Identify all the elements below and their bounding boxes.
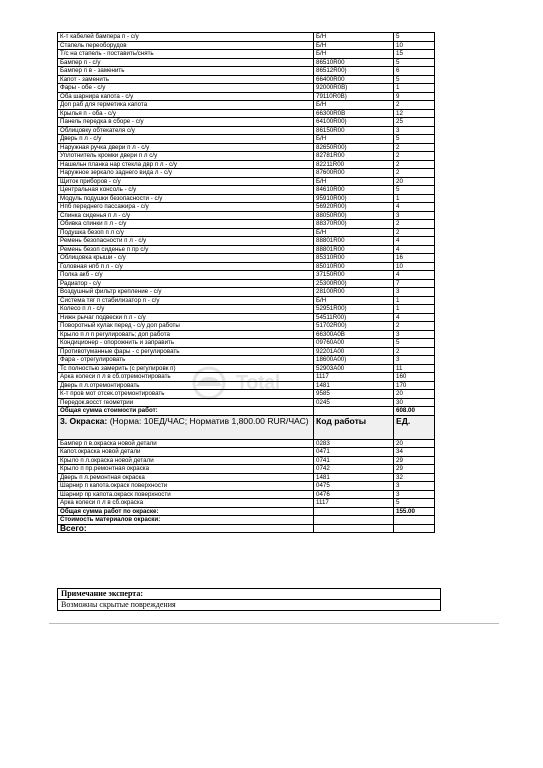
labor-row-code: Б/Н xyxy=(314,33,394,42)
paint-row xyxy=(58,473,435,482)
labor-row-units: 5 xyxy=(394,339,435,348)
labor-row-units: 20 xyxy=(394,390,435,399)
expert-note-text-row xyxy=(58,600,441,611)
labor-table xyxy=(57,32,435,533)
labor-row-description: Подушка безоп п л с/у xyxy=(58,228,314,237)
subtotal-value: 608.00 xyxy=(394,407,435,416)
labor-row xyxy=(58,135,435,144)
materials-empty xyxy=(314,516,394,525)
labor-row xyxy=(58,373,435,382)
labor-row-description: Ремень безопасности п л - с/у xyxy=(58,237,314,246)
labor-row-units: 2 xyxy=(394,169,435,178)
labor-row-description: Нашельн планка нар стекла двр п л - с/у xyxy=(58,160,314,169)
labor-row-units: 3 xyxy=(394,330,435,339)
labor-row-code: 66300A0B xyxy=(314,330,394,339)
labor-row xyxy=(58,322,435,331)
bottom-rule xyxy=(49,623,499,624)
labor-row-description: Дверь п л.отремонтировать xyxy=(58,381,314,390)
labor-row-description: Тс полностью замерить (с регулировк п) xyxy=(58,364,314,373)
labor-row xyxy=(58,152,435,161)
labor-row-code: 79110R0B) xyxy=(314,92,394,101)
labor-row xyxy=(58,305,435,314)
paint-row-description: Бампер п в.окраска новой детали xyxy=(58,439,314,448)
labor-row-units: 4 xyxy=(394,271,435,280)
labor-row-units: 5 xyxy=(394,58,435,67)
paint-row-code: 0741 xyxy=(314,456,394,465)
labor-row xyxy=(58,84,435,93)
labor-row-code: Б/Н xyxy=(314,101,394,110)
labor-row-units: 4 xyxy=(394,237,435,246)
labor-row-units: 16 xyxy=(394,254,435,263)
paint-table-body xyxy=(58,439,435,507)
expert-note-text: Возможны скрытые повреждения xyxy=(58,600,441,611)
paint-row-code: 0476 xyxy=(314,490,394,499)
labor-row-code: 9585 xyxy=(314,390,394,399)
section3-col-code: Код работы xyxy=(314,415,394,439)
labor-row-code: 25300R00) xyxy=(314,279,394,288)
paint-row-description: Дверь п л.ремонтная окраска xyxy=(58,473,314,482)
labor-row-description: Модуль подушки безопасности - с/у xyxy=(58,194,314,203)
total-label: Всего: xyxy=(58,524,314,533)
labor-row-code: 56920R00) xyxy=(314,203,394,212)
labor-row xyxy=(58,262,435,271)
section3-title-cell xyxy=(58,415,314,439)
labor-row-description: Щиток приборов - с/у xyxy=(58,177,314,186)
labor-row xyxy=(58,118,435,127)
labor-row-description: Уплотнитель кромки двери п л с/у xyxy=(58,152,314,161)
section3-col-units: ЕД. xyxy=(394,415,435,439)
labor-row xyxy=(58,254,435,263)
labor-row-units: 1 xyxy=(394,296,435,305)
labor-row-description: Наружная ручка двери п л - с/у xyxy=(58,143,314,152)
paint-row-units: 34 xyxy=(394,448,435,457)
paint-total-empty xyxy=(314,507,394,516)
labor-row-code: 66400R00 xyxy=(314,75,394,84)
expert-note-label: Примечание эксперта: xyxy=(58,589,441,600)
labor-row-code: Б/Н xyxy=(314,228,394,237)
labor-row xyxy=(58,101,435,110)
paint-row-code: 0742 xyxy=(314,465,394,474)
labor-row-units: 9 xyxy=(394,92,435,101)
paint-row-description: Шарнир п капота.окраск поверхности xyxy=(58,482,314,491)
labor-row-units: 12 xyxy=(394,109,435,118)
paint-row xyxy=(58,499,435,508)
labor-row-code: 51702R00) xyxy=(314,322,394,331)
labor-row xyxy=(58,41,435,50)
subtotal-row xyxy=(58,407,435,416)
labor-row xyxy=(58,330,435,339)
labor-row-code: 66300R0B xyxy=(314,109,394,118)
labor-row-units: 1 xyxy=(394,305,435,314)
labor-row xyxy=(58,67,435,76)
labor-row-code: 88801R00 xyxy=(314,237,394,246)
labor-row-units: 1 xyxy=(394,194,435,203)
labor-row-code: 54511R00) xyxy=(314,313,394,322)
labor-row xyxy=(58,390,435,399)
paint-row xyxy=(58,482,435,491)
subtotal-label: Общая сумма стоимости работ: xyxy=(58,407,314,416)
labor-row-units: 3 xyxy=(394,288,435,297)
labor-row-code: 95910R00) xyxy=(314,194,394,203)
labor-summary xyxy=(58,407,435,440)
paint-row-code: 1481 xyxy=(314,473,394,482)
labor-row-description: Передок.восст геометрии xyxy=(58,398,314,407)
labor-row xyxy=(58,50,435,59)
paint-total-value: 155.00 xyxy=(394,507,435,516)
paint-total-label: Общая сумма работ по окраске: xyxy=(58,507,314,516)
labor-row-units: 4 xyxy=(394,245,435,254)
watermark-text: Total xyxy=(236,372,280,394)
labor-row xyxy=(58,160,435,169)
labor-row xyxy=(58,194,435,203)
labor-row xyxy=(58,220,435,229)
labor-row-units: 1 xyxy=(394,84,435,93)
paint-row-units: 20 xyxy=(394,439,435,448)
labor-row-units: 2 xyxy=(394,160,435,169)
labor-row-code: Б/Н xyxy=(314,41,394,50)
materials-value xyxy=(394,516,435,525)
paint-row xyxy=(58,439,435,448)
labor-row xyxy=(58,177,435,186)
paint-row-units: 3 xyxy=(394,482,435,491)
labor-row xyxy=(58,381,435,390)
labor-row xyxy=(58,143,435,152)
labor-row xyxy=(58,347,435,356)
labor-row-description: Т/с на стапель - поставить/снять xyxy=(58,50,314,59)
labor-row xyxy=(58,296,435,305)
paint-row-units: 29 xyxy=(394,456,435,465)
labor-row-description: Фара - отрегулировать xyxy=(58,356,314,365)
labor-row-description: Панель передка в сборе - с/у xyxy=(58,118,314,127)
labor-row-code: 52903A00 xyxy=(314,364,394,373)
labor-row-units: 170 xyxy=(394,381,435,390)
paint-row-units: 3 xyxy=(394,490,435,499)
labor-row-units: 20 xyxy=(394,177,435,186)
labor-row-units: 2 xyxy=(394,143,435,152)
paint-row-units: 29 xyxy=(394,465,435,474)
labor-row-description: Стапель переоборудов xyxy=(58,41,314,50)
expert-notes xyxy=(57,588,441,611)
labor-row-description: Центральная консоль - с/у xyxy=(58,186,314,195)
labor-row xyxy=(58,364,435,373)
labor-row xyxy=(58,186,435,195)
labor-row-units: 25 xyxy=(394,118,435,127)
labor-row-units: 4 xyxy=(394,203,435,212)
labor-row-units: 2 xyxy=(394,322,435,331)
labor-row-code: 88370R00) xyxy=(314,220,394,229)
labor-row-units: 5 xyxy=(394,75,435,84)
labor-row-code: 1117 xyxy=(314,373,394,382)
labor-row-description: Бампер п - с/у xyxy=(58,58,314,67)
paint-row-description: Крыло п пр.ремонтная окраска xyxy=(58,465,314,474)
labor-row-code: 86512R00) xyxy=(314,67,394,76)
paint-total-row xyxy=(58,507,435,516)
labor-row-description: Капот - заменить xyxy=(58,75,314,84)
labor-row-code: 82781R00 xyxy=(314,152,394,161)
labor-row-description: Наружное зеркало заднего вида л - с/у xyxy=(58,169,314,178)
labor-row-description: Фары - обе - с/у xyxy=(58,84,314,93)
total-row xyxy=(58,524,435,533)
labor-row-code: 88050R00) xyxy=(314,211,394,220)
labor-row-description: Оба шарнира капота - с/у xyxy=(58,92,314,101)
labor-row xyxy=(58,339,435,348)
paint-row-description: Крыло п л.окраска новой детали xyxy=(58,456,314,465)
labor-row-description: Ремень безоп сиденье п пр с/у xyxy=(58,245,314,254)
labor-row xyxy=(58,169,435,178)
labor-row-description: Дверь п л - с/у xyxy=(58,135,314,144)
labor-row-units: 7 xyxy=(394,279,435,288)
labor-row-units: 11 xyxy=(394,364,435,373)
paint-row-code: 0471 xyxy=(314,448,394,457)
paint-summary xyxy=(58,507,435,533)
labor-row xyxy=(58,203,435,212)
labor-row-units: 2 xyxy=(394,228,435,237)
labor-row-description: Головная нпб п л - с/у xyxy=(58,262,314,271)
labor-row-code: 88801R00 xyxy=(314,245,394,254)
labor-row-units: 6 xyxy=(394,67,435,76)
labor-row-units: 2 xyxy=(394,220,435,229)
labor-row-code: 92201A00 xyxy=(314,347,394,356)
labor-row-units: 3 xyxy=(394,211,435,220)
materials-label: Стоимость материалов окраски: xyxy=(58,516,314,525)
labor-row-code: 86510R00 xyxy=(314,58,394,67)
labor-row xyxy=(58,109,435,118)
labor-row-code: Б/Н xyxy=(314,50,394,59)
labor-row-code: Б/Н xyxy=(314,135,394,144)
paint-row-units: 5 xyxy=(394,499,435,508)
labor-row-code: 86150R00 xyxy=(314,126,394,135)
section3-title: 3. Окраска: xyxy=(60,415,108,426)
labor-table-body xyxy=(58,33,435,407)
labor-row-description: Противотуманные фары - с регулировать xyxy=(58,347,314,356)
labor-row-code: 82650R00) xyxy=(314,143,394,152)
paint-row-units: 32 xyxy=(394,473,435,482)
labor-row-description: Радиатор - с/у xyxy=(58,279,314,288)
section3-note: (Норма: 10ЕД/ЧАС; Норматив 1,800.00 RUR/ЧАС) xyxy=(109,415,309,426)
labor-row-units: 3 xyxy=(394,356,435,365)
labor-row-units: 5 xyxy=(394,33,435,42)
labor-row-code: 82211R00 xyxy=(314,160,394,169)
labor-row xyxy=(58,228,435,237)
labor-row xyxy=(58,313,435,322)
labor-row-units: 3 xyxy=(394,126,435,135)
labor-row xyxy=(58,211,435,220)
labor-row-units: 2 xyxy=(394,347,435,356)
total-empty xyxy=(314,524,394,533)
labor-row-code: 84610R00 xyxy=(314,186,394,195)
labor-row-description: Поворотный кулак перед - с/у доп работы xyxy=(58,322,314,331)
total-value xyxy=(394,524,435,533)
labor-row-description: Доп раб для герметика капота xyxy=(58,101,314,110)
labor-row-units: 15 xyxy=(394,50,435,59)
paint-row-description: Шарнир пр капота.окраск поверхности xyxy=(58,490,314,499)
labor-row-code: 92000R0B) xyxy=(314,84,394,93)
labor-row xyxy=(58,288,435,297)
labor-row-code: Б/Н xyxy=(314,177,394,186)
labor-row-code: 64100R00) xyxy=(314,118,394,127)
labor-row-code: 37150R00 xyxy=(314,271,394,280)
labor-row-description: Облицовку обтекателя с/у xyxy=(58,126,314,135)
labor-row-description: Крыло п л п регулировать; доп работа xyxy=(58,330,314,339)
labor-row-units: 30 xyxy=(394,398,435,407)
labor-row-description: Арка колеси п л в сб.отремонтировать xyxy=(58,373,314,382)
labor-row-description: Система тяг п стабилизатор п - с/у xyxy=(58,296,314,305)
labor-row-units: 5 xyxy=(394,135,435,144)
labor-row xyxy=(58,279,435,288)
paint-row xyxy=(58,456,435,465)
labor-row-units: 2 xyxy=(394,101,435,110)
materials-row xyxy=(58,516,435,525)
labor-row-description: Воздушный фильтр крепление - с/у xyxy=(58,288,314,297)
labor-row-description: К-т кабелей бампера п - с/у xyxy=(58,33,314,42)
labor-row-units: 2 xyxy=(394,152,435,161)
subtotal-empty xyxy=(314,407,394,416)
labor-row-code: 85010R00 xyxy=(314,262,394,271)
labor-row xyxy=(58,271,435,280)
paint-row-description: Арка колеси п л в сб.окраска xyxy=(58,499,314,508)
labor-row xyxy=(58,398,435,407)
paint-row xyxy=(58,490,435,499)
labor-row-code: 87600R00 xyxy=(314,169,394,178)
labor-row-code: 28100R00 xyxy=(314,288,394,297)
paint-row-description: Капот.окраска новой детали xyxy=(58,448,314,457)
labor-row-units: 5 xyxy=(394,186,435,195)
paint-row-code: 1117 xyxy=(314,499,394,508)
labor-row xyxy=(58,356,435,365)
labor-row-description: К-т пров мот отсек.отремонтировать xyxy=(58,390,314,399)
expert-note-label-row xyxy=(58,589,441,600)
labor-row-code: 18600A00) xyxy=(314,356,394,365)
section3-header xyxy=(58,415,435,439)
labor-row-description: Нпб переднего пассажира - с/у xyxy=(58,203,314,212)
labor-row-description: Бампер п в - заменить xyxy=(58,67,314,76)
labor-row-description: Кондиционер - опорожнить и заправить xyxy=(58,339,314,348)
labor-row xyxy=(58,245,435,254)
labor-row-units: 10 xyxy=(394,41,435,50)
labor-row xyxy=(58,126,435,135)
labor-row-description: Полка акб - с/у xyxy=(58,271,314,280)
labor-row-code: 85310R00 xyxy=(314,254,394,263)
paint-row-code: 0283 xyxy=(314,439,394,448)
labor-row-description: Крылья п - оба - с/у xyxy=(58,109,314,118)
labor-row xyxy=(58,75,435,84)
labor-row xyxy=(58,92,435,101)
paint-row xyxy=(58,465,435,474)
labor-row-units: 160 xyxy=(394,373,435,382)
labor-row-code: Б/Н xyxy=(314,296,394,305)
labor-row-units: 10 xyxy=(394,262,435,271)
labor-row-code: 0245 xyxy=(314,398,394,407)
labor-row xyxy=(58,237,435,246)
labor-row-code: 52951R00) xyxy=(314,305,394,314)
labor-row-description: Спинка сиденья п л - с/у xyxy=(58,211,314,220)
paint-row-code: 0475 xyxy=(314,482,394,491)
labor-row-code: 09760A00 xyxy=(314,339,394,348)
labor-row-description: Обивка спинки п л - с/у xyxy=(58,220,314,229)
labor-row xyxy=(58,58,435,67)
labor-row-description: Нижн рычаг подвески п л - с/у xyxy=(58,313,314,322)
labor-row xyxy=(58,33,435,42)
labor-row-units: 4 xyxy=(394,313,435,322)
labor-row-code: 1481 xyxy=(314,381,394,390)
labor-row-description: Облицовка крыши - с/у xyxy=(58,254,314,263)
labor-row-description: Колесо п л - с/у xyxy=(58,305,314,314)
paint-row xyxy=(58,448,435,457)
